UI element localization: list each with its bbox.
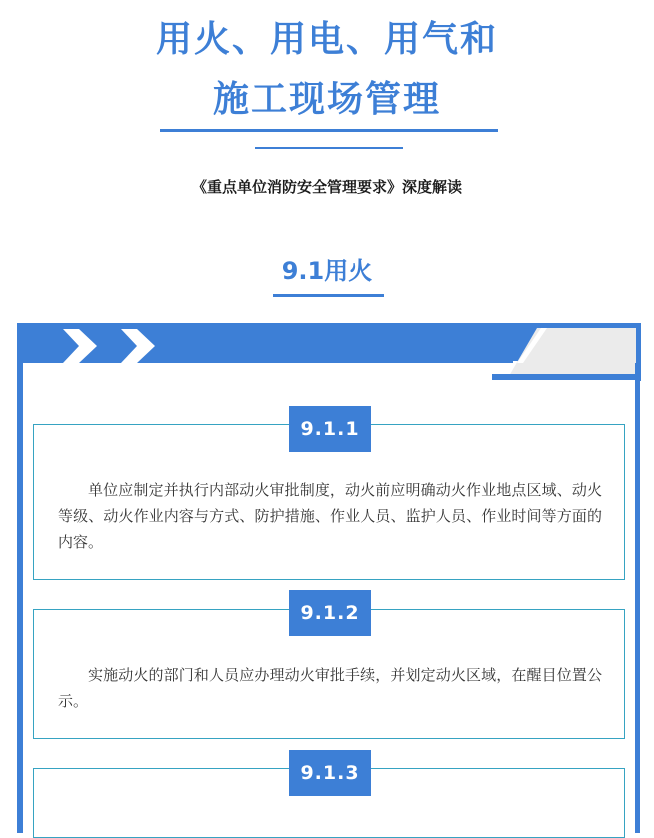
page-title-line-2: 施工现场管理: [212, 79, 441, 120]
rule-item-number-badge: 9.1.1: [289, 406, 371, 452]
page-subtitle: 《重点单位消防安全管理要求》深度解读: [191, 178, 462, 196]
title-divider-thick: [160, 129, 498, 132]
section-underline: [273, 294, 384, 297]
title-divider-thin: [255, 147, 403, 149]
frame-right-border: [635, 363, 640, 833]
rule-item-number-badge: 9.1.3: [289, 750, 371, 796]
frame-header-banner: [17, 323, 641, 381]
page-title-line-1: 用火、用电、用气和: [155, 19, 498, 60]
section-heading: 9.1用火: [281, 257, 373, 285]
rule-item-number-badge: 9.1.2: [289, 590, 371, 636]
frame-left-border: [17, 363, 23, 833]
rule-item-text: 单位应制定并执行内部动火审批制度，动火前应明确动火作业地点区域、动火等级、动火作业内容与方式、防护措施、作业人员、监护人员、作业时间等方面的内容。: [58, 481, 602, 551]
rule-item-text: 实施动火的部门和人员应办理动火审批手续，并划定动火区域，在醒目位置公示。: [58, 666, 602, 710]
